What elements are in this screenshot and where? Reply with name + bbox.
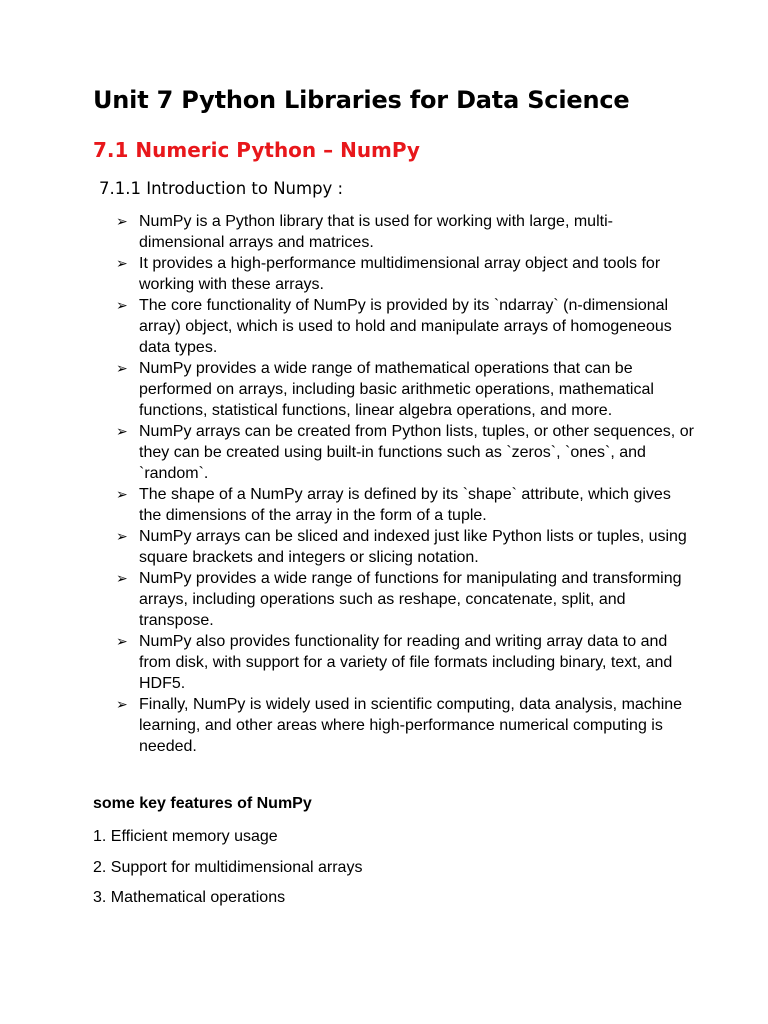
bullet-item [116,631,696,694]
bullet-text: Finally, NumPy is widely used in scientific computing, data analysis, machine learning, and other areas where high-performance numerical computing is needed. [139,696,683,755]
bullet-list [116,211,696,757]
feature-item: 2. Support for multidimensional arrays [93,858,363,876]
bullet-text: It provides a high-performance multidimensional array object and tools for working with these arrays. [139,255,661,293]
arrow-bullet-icon: ➢ [116,633,128,649]
bullet-item [116,526,696,568]
bullet-text: NumPy provides a wide range of functions for manipulating and transforming arrays, including operations such as reshape, concatenate, split, and transpose. [139,570,682,629]
arrow-bullet-icon: ➢ [116,486,128,502]
arrow-bullet-icon: ➢ [116,696,128,712]
bullet-text: NumPy arrays can be sliced and indexed just like Python lists or tuples, using square brackets and integers or slicing notation. [139,528,687,566]
subsection-heading: 7.1.1 Introduction to Numpy : [99,179,344,198]
arrow-bullet-icon: ➢ [116,360,128,376]
bullet-text: NumPy is a Python library that is used for working with large, multi-dimensional arrays and matrices. [139,213,613,251]
features-heading: some key features of NumPy [93,795,312,812]
bullet-item [116,694,696,757]
arrow-bullet-icon: ➢ [116,570,128,586]
page-title: Unit 7 Python Libraries for Data Science [93,86,630,114]
section-heading: 7.1 Numeric Python – NumPy [93,138,420,162]
arrow-bullet-icon: ➢ [116,423,128,439]
bullet-item [116,568,696,631]
bullet-text: NumPy also provides functionality for reading and writing array data to and from disk, with support for a variety of file formats including binary, text, and HDF5. [139,633,673,692]
bullet-item [116,211,696,253]
arrow-bullet-icon: ➢ [116,255,128,271]
bullet-item [116,484,696,526]
bullet-text: NumPy provides a wide range of mathematical operations that can be performed on arrays, including basic arithmetic operations, mathematical functions, statistical functions, linear algebra operations, and more. [139,360,654,419]
bullet-text: The shape of a NumPy array is defined by its `shape` attribute, which gives the dimensions of the array in the form of a tuple. [139,486,671,524]
feature-item: 1. Efficient memory usage [93,828,278,845]
arrow-bullet-icon: ➢ [116,297,128,313]
arrow-bullet-icon: ➢ [116,213,128,229]
features-list [93,826,362,918]
bullet-text: The core functionality of NumPy is provided by its `ndarray` (n-dimensional array) object, which is used to hold and manipulate arrays of homogeneous data types. [139,297,672,356]
bullet-item [116,358,696,421]
arrow-bullet-icon: ➢ [116,528,128,544]
bullet-text: NumPy arrays can be created from Python lists, tuples, or other sequences, or they can be created using built-in functions such as `zeros`, `ones`, and `random`. [139,423,694,482]
bullet-item [116,421,696,484]
bullet-item [116,253,696,295]
feature-item: 3. Mathematical operations [93,889,286,906]
bullet-item [116,295,696,358]
